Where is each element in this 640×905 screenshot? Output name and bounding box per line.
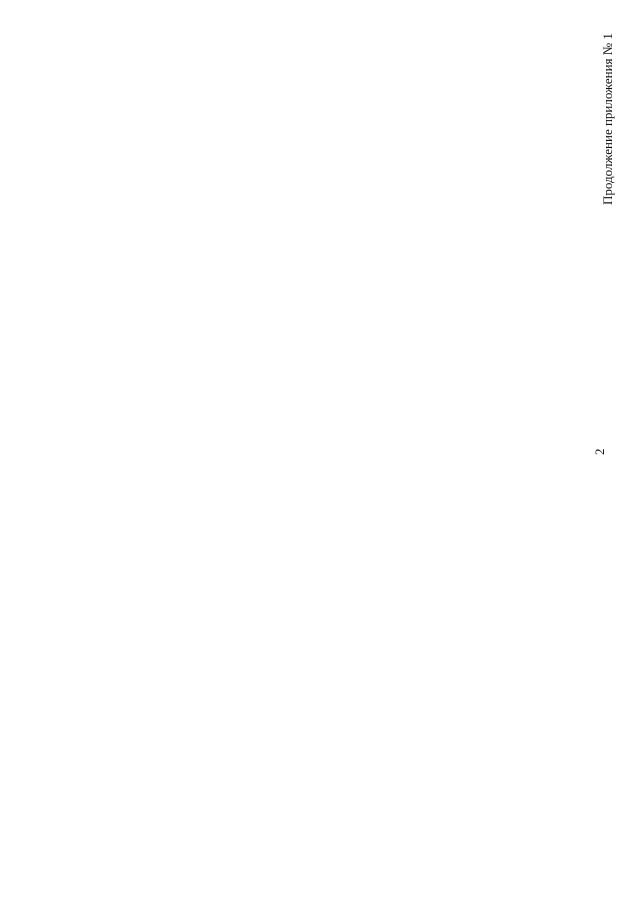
page-number: 2 [592,448,607,455]
appendix-note: Продолжение приложения № 1 [600,33,615,205]
